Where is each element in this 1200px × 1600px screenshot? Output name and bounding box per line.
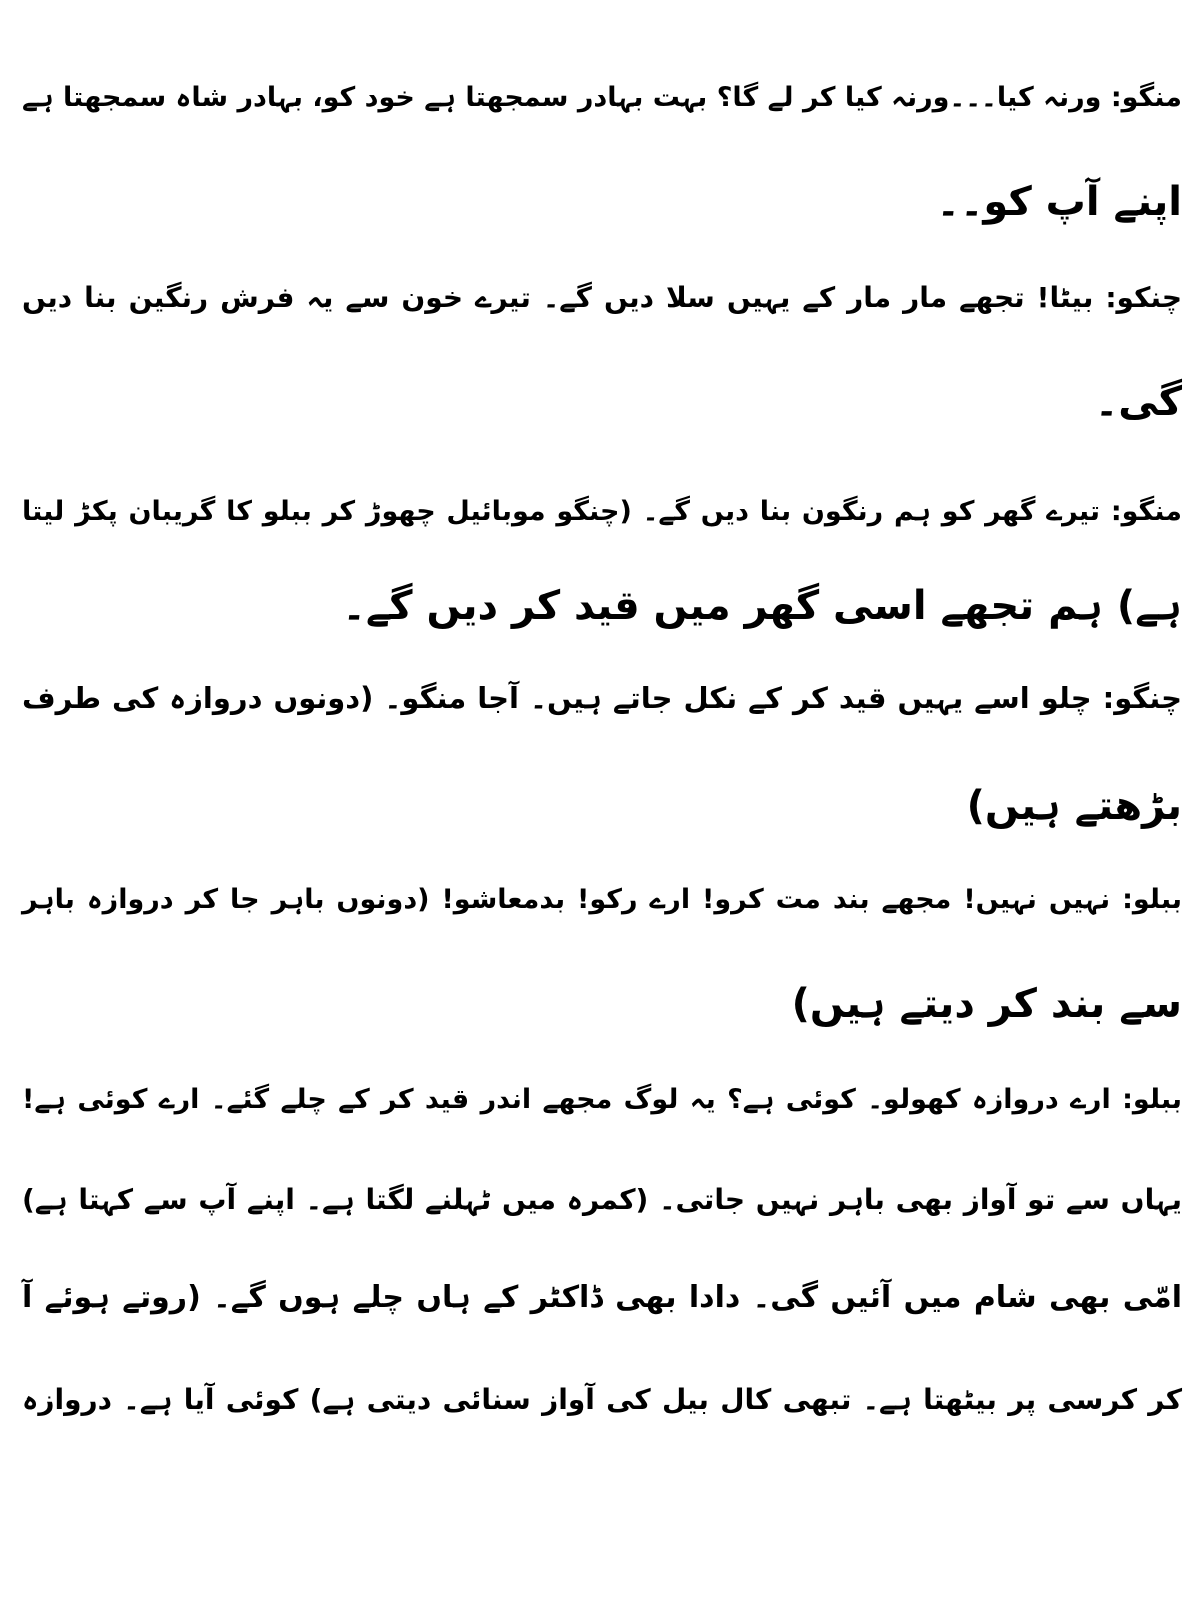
text-line-5: منگو: تیرے گھر کو ہم رنگون بنا دیں گے۔ (چنگو موبائیل چھوڑ کر ببلو کا گریبان پکڑ لیتا bbox=[22, 496, 1182, 527]
text-line-14: کر کرسی پر بیٹھتا ہے۔ تبھی کال بیل کی آواز سنائی دیتی ہے) کوئی آیا ہے۔ دروازہ bbox=[22, 1383, 1182, 1416]
text-line-6: ہے) ہم تجھے اسی گھر میں قید کر دیں گے۔ bbox=[342, 583, 1182, 629]
text-line-8: بڑھتے ہیں) bbox=[966, 783, 1182, 829]
text-line-9: ببلو: نہیں نہیں! مجھے بند مت کرو! ارے رکو! بدمعاشو! (دونوں باہر جا کر دروازہ باہر bbox=[22, 884, 1182, 915]
text-line-2: اپنے آپ کو۔۔ bbox=[936, 179, 1182, 225]
text-line-3: چنکو: بیٹا! تجھے مار مار کے یہیں سلا دیں گے۔ تیرے خون سے یہ فرش رنگین بنا دیں bbox=[22, 281, 1182, 314]
text-line-11: ببلو: ارے دروازہ کھولو۔ کوئی ہے؟ یہ لوگ مجھے اندر قید کر کے چلے گئے۔ ارے کوئی ہے! bbox=[22, 1084, 1182, 1115]
text-line-12: یہاں سے تو آواز بھی باہر نہیں جاتی۔ (کمرہ میں ٹہلنے لگتا ہے۔ اپنے آپ سے کہتا ہے) bbox=[22, 1183, 1182, 1216]
text-line-10: سے بند کر دیتے ہیں) bbox=[791, 981, 1182, 1027]
text-line-13: امّی بھی شام میں آئیں گی۔ دادا بھی ڈاکٹر کے ہاں چلے ہوں گے۔ (روتے ہوئے آ bbox=[22, 1280, 1182, 1315]
text-line-4: گی۔ bbox=[1094, 379, 1182, 425]
text-line-7: چنگو: چلو اسے یہیں قید کر کے نکل جاتے ہیں۔ آجا منگو۔ (دونوں دروازہ کی طرف bbox=[22, 681, 1182, 715]
text-line-1: منگو: ورنہ کیا۔۔۔ورنہ کیا کر لے گا؟ بہت بہادر سمجھتا ہے خود کو، بہادر شاہ سمجھتا ہے bbox=[22, 82, 1182, 113]
